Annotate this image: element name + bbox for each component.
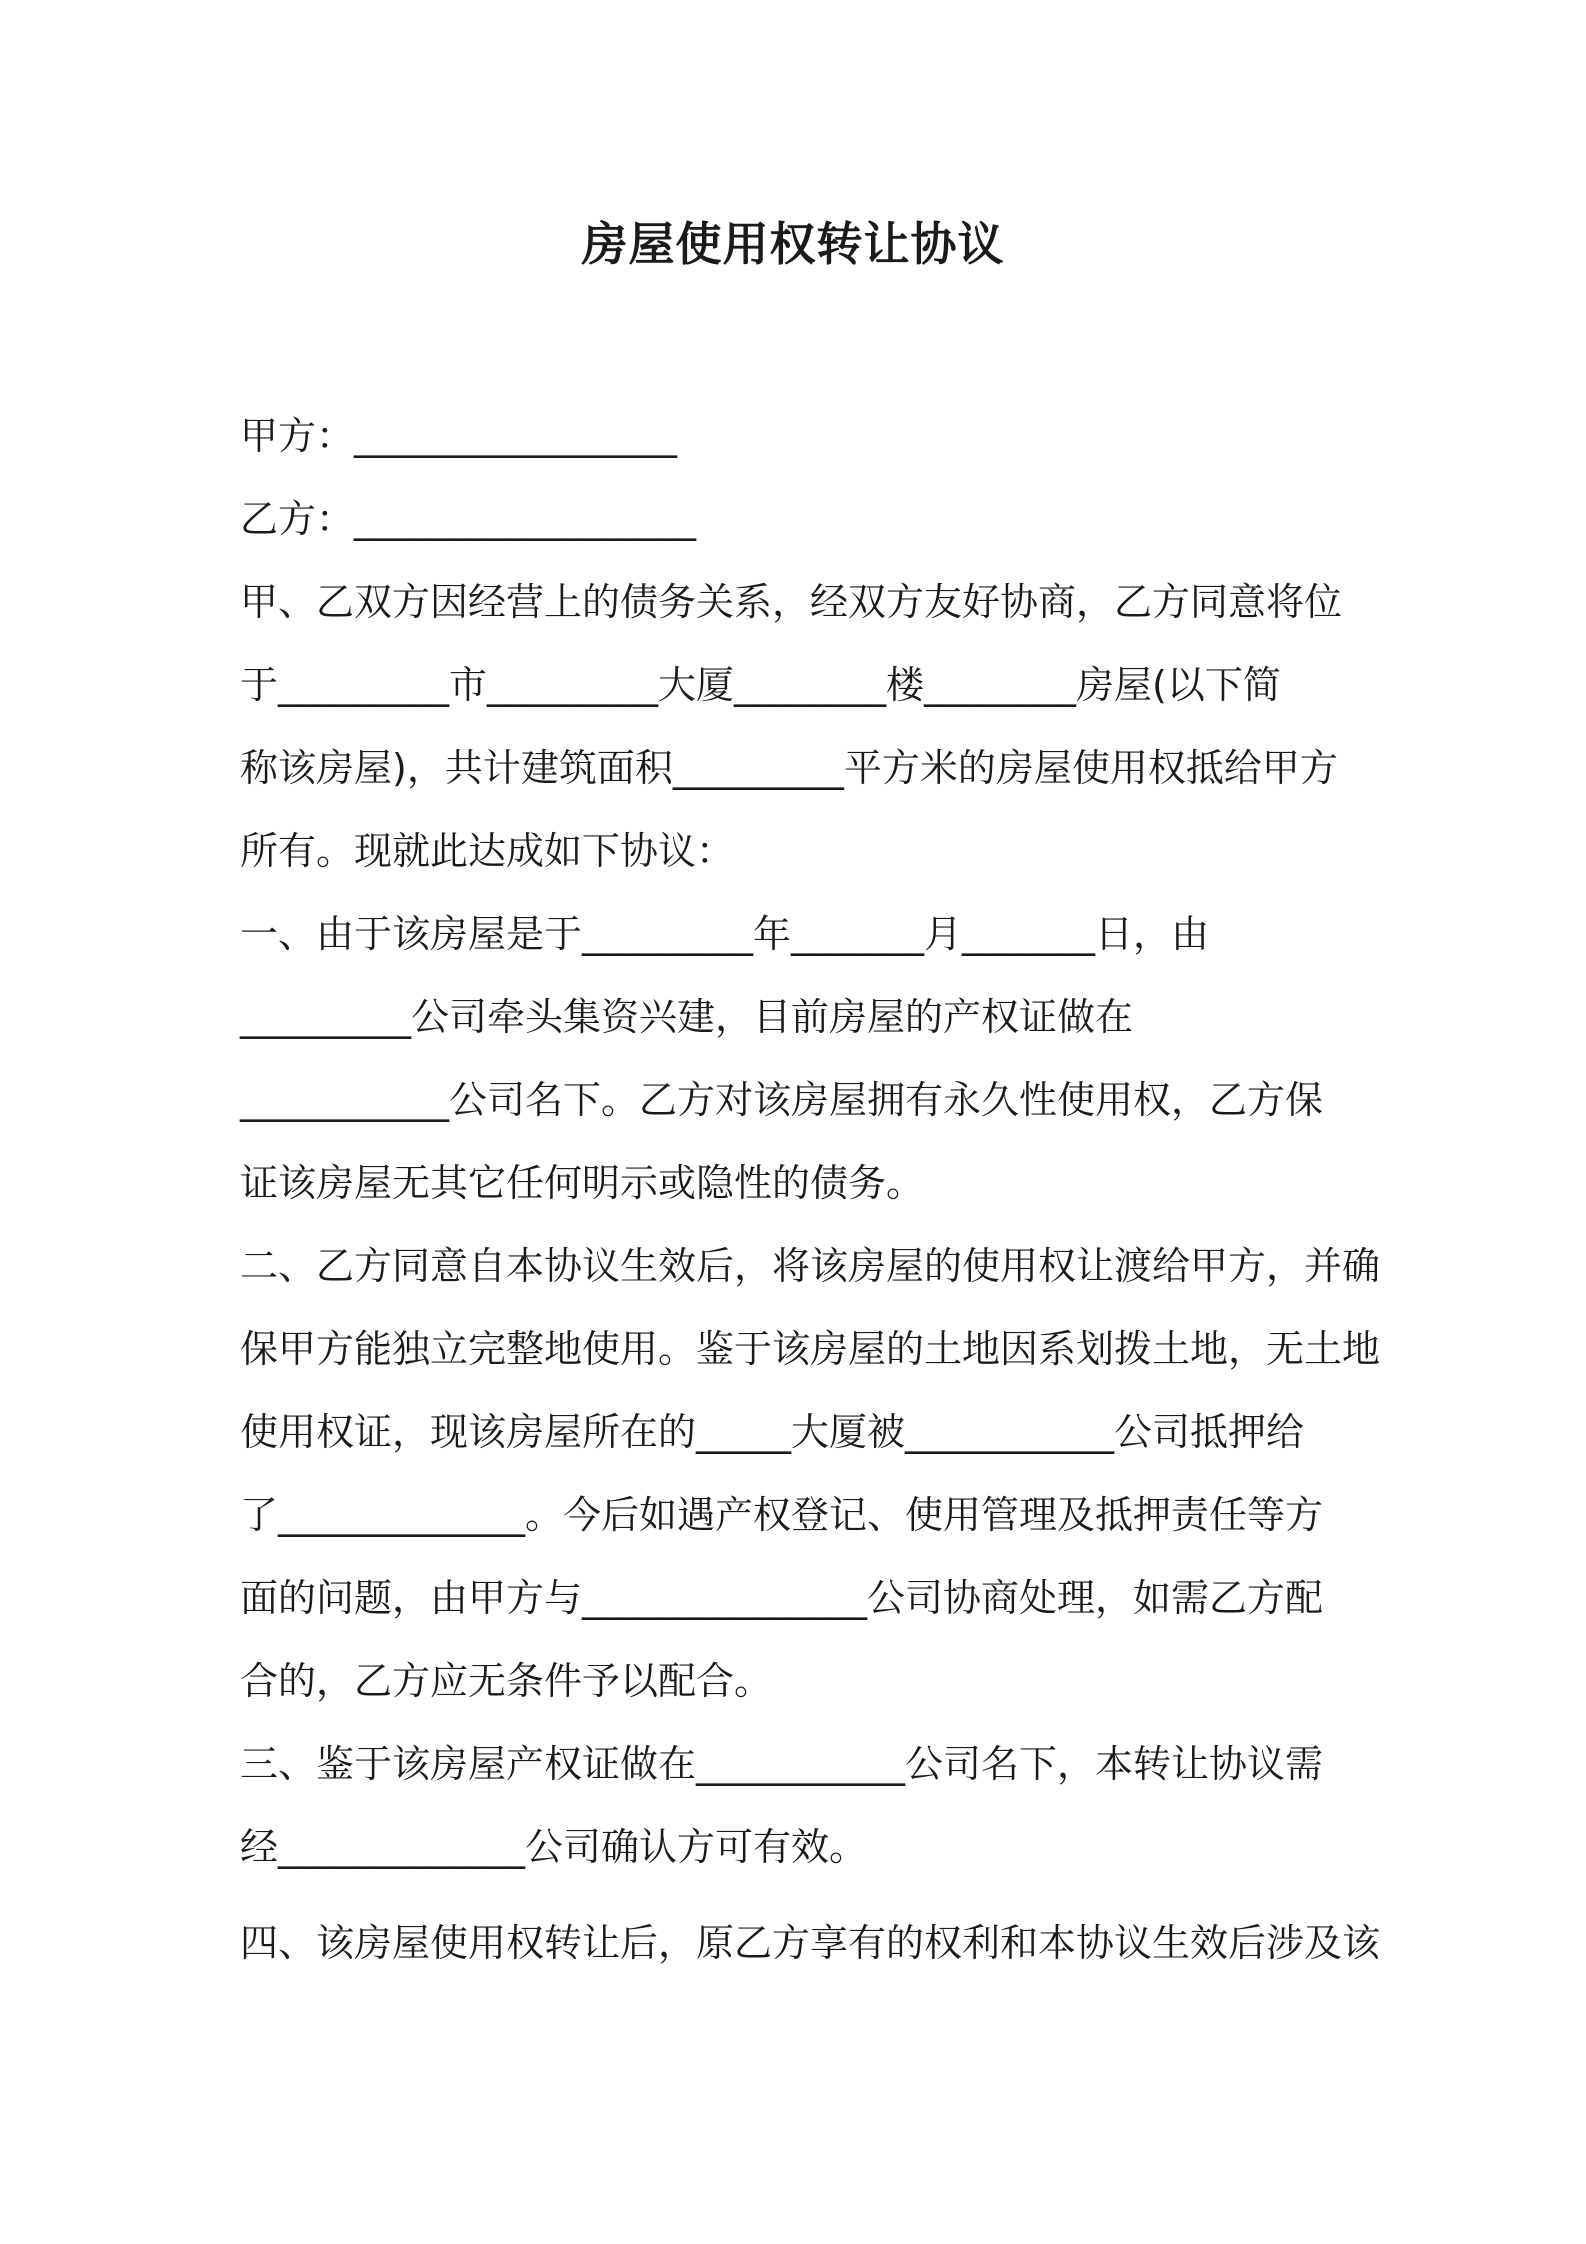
clause-1-line: 证该房屋无其它任何明示或隐性的债务。 bbox=[240, 1161, 925, 1205]
clause-2-line: 二、乙方同意自本协议生效后，将该房屋的使用权让渡给甲方，并确 bbox=[240, 1244, 1381, 1288]
clause-2-line: 合的，乙方应无条件予以配合。 bbox=[240, 1659, 773, 1703]
clause-3-line: 经_____________公司确认方可有效。 bbox=[240, 1825, 868, 1869]
document-title: 房屋使用权转让协议 bbox=[581, 217, 1005, 271]
party-a-line: 甲方：_________________ bbox=[240, 414, 678, 458]
clause-2-line: 面的问题，由甲方与_______________公司协商处理，如需乙方配 bbox=[240, 1576, 1324, 1620]
clause-2-line: 了_____________。今后如遇产权登记、使用管理及抵押责任等方 bbox=[240, 1493, 1324, 1537]
party-b-line: 乙方：__________________ bbox=[240, 497, 697, 541]
clause-2-line: 使用权证，现该房屋所在的_____大厦被___________公司抵押给 bbox=[240, 1410, 1305, 1454]
body-line: 甲、乙双方因经营上的债务关系，经双方友好协商，乙方同意将位 bbox=[240, 580, 1343, 624]
body-line: 称该房屋)，共计建筑面积_________平方米的房屋使用权抵给甲方 bbox=[240, 746, 1338, 790]
clause-2-line: 保甲方能独立完整地使用。鉴于该房屋的土地因系划拨土地，无土地 bbox=[240, 1327, 1381, 1371]
clause-3-line: 三、鉴于该房屋产权证做在___________公司名下，本转让协议需 bbox=[240, 1742, 1324, 1786]
body-line: 所有。现就此达成如下协议： bbox=[240, 829, 735, 873]
clause-1-line: _________公司牵头集资兴建，目前房屋的产权证做在 bbox=[240, 995, 1134, 1039]
clause-1-line: ___________公司名下。乙方对该房屋拥有永久性使用权，乙方保 bbox=[240, 1078, 1324, 1122]
body-line: 于_________市_________大厦________楼________房屋(以下简 bbox=[240, 663, 1281, 707]
clause-1-line: 一、由于该房屋是于_________年_______月_______日，由 bbox=[240, 912, 1210, 956]
clause-4-line: 四、该房屋使用权转让后，原乙方享有的权利和本协议生效后涉及该 bbox=[240, 1921, 1381, 1965]
